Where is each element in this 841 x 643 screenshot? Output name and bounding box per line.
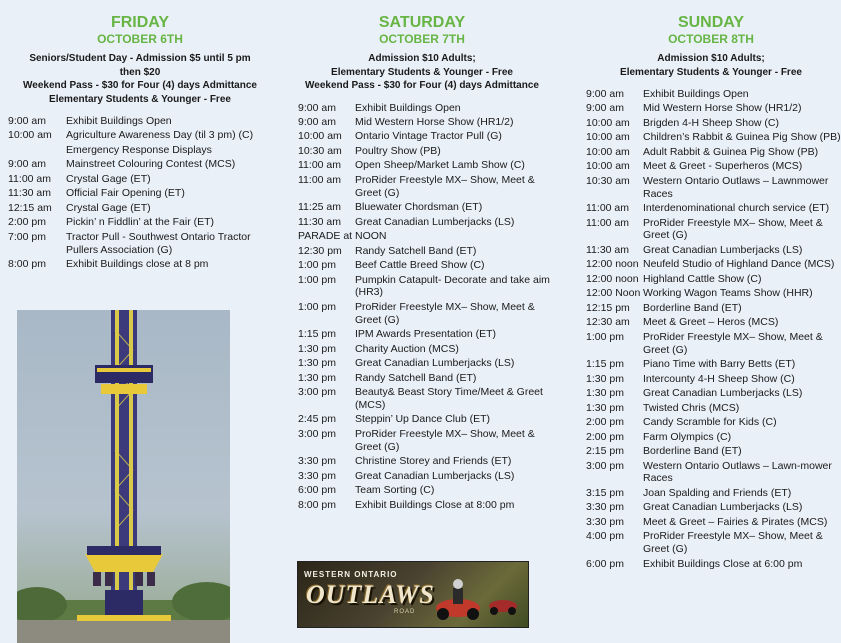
event-item [586, 501, 841, 514]
event-item [586, 416, 841, 429]
event-time: 9:00 am [8, 158, 46, 171]
event-description: Randy Satchell Band (ET) [355, 371, 477, 384]
event-description: Borderline Band (ET) [643, 301, 742, 314]
event-time: 1:00 pm [586, 330, 624, 343]
event-time: 10:00 am [586, 160, 630, 173]
event-description: Christine Storey and Friends (ET) [355, 455, 512, 468]
event-time: 1:15 pm [586, 358, 624, 371]
event-time: 3:30 pm [298, 455, 336, 468]
event-time: 11:00 am [586, 216, 629, 229]
banner-sub-text: ROAD [394, 609, 416, 615]
event-item [586, 160, 841, 173]
event-description: ProRider Freestyle MX– Show, Meet & Greet (G) [643, 330, 823, 356]
event-time: 7:00 pm [8, 230, 46, 243]
sunday-events [581, 88, 841, 570]
event-item [586, 331, 841, 357]
event-description: Twisted Chris (MCS) [643, 401, 740, 414]
western-ontario-outlaws-banner [297, 561, 529, 628]
event-description: Mid Western Horse Show (HR1/2) [355, 115, 514, 128]
event-time: 4:00 pm [586, 530, 624, 543]
event-time: 9:00 am [586, 88, 624, 100]
event-description: Children’s Rabbit & Guinea Pig Show (PB) [643, 131, 841, 144]
event-item [8, 258, 280, 271]
event-time: 1:30 pm [586, 372, 624, 385]
drop-tower-illustration [17, 310, 230, 643]
event-description: Great Canadian Lumberjacks (LS) [643, 243, 803, 256]
event-description: Team Sorting (C) [355, 484, 435, 497]
event-item [8, 158, 280, 171]
event-time: 3:15 pm [586, 486, 624, 499]
admission-line: Elementary Students & Younger - Free [620, 66, 802, 78]
event-time: 8:00 pm [298, 498, 336, 511]
event-time: 3:00 pm [586, 459, 624, 472]
event-description: Neufeld Studio of Highland Dance (MCS) [643, 258, 835, 271]
event-item [298, 274, 552, 300]
banner-logo-text: OUTLAWS [306, 580, 435, 609]
event-description: Steppin’ Up Dance Club (ET) [355, 413, 491, 426]
event-item [8, 129, 280, 142]
admission-line: Seniors/Student Day - Admission $5 until 5 pm [29, 53, 251, 64]
event-item [298, 470, 552, 483]
event-description: Bluewater Chordsman (ET) [355, 201, 483, 214]
event-time: 12:00 noon [586, 258, 639, 271]
event-item [298, 499, 552, 512]
event-item [8, 187, 280, 200]
event-time: 11:30 am [586, 243, 629, 256]
admission-line: Admission $10 Adults; [657, 53, 765, 64]
event-item [586, 530, 841, 556]
event-item [8, 202, 280, 215]
event-item [298, 413, 552, 426]
event-description: ProRider Freestyle MX– Show, Meet & Greet (G) [643, 216, 823, 242]
event-time: 11:30 am [8, 187, 51, 200]
event-time: PARADE at NOON [298, 230, 387, 243]
event-description: Joan Spalding and Friends (ET) [643, 486, 792, 499]
event-item [298, 259, 552, 272]
event-item [586, 117, 841, 130]
event-description: Official Fair Opening (ET) [66, 187, 185, 200]
event-description: Intercounty 4-H Sheep Show (C) [643, 372, 795, 385]
admission-line: Weekend Pass - $30 for Four (4) days Admittance [23, 80, 257, 91]
event-time: 1:30 pm [298, 342, 336, 355]
event-time: 11:00 am [8, 172, 51, 185]
event-time: 12:30 pm [298, 244, 342, 257]
saturday-date: OCTOBER 7TH [379, 32, 465, 46]
event-item [298, 116, 552, 129]
event-item [298, 301, 552, 327]
event-item [586, 460, 841, 486]
event-item [586, 244, 841, 257]
event-time: 12:15 am [8, 201, 52, 214]
event-time: 10:30 am [586, 174, 630, 187]
event-description: Exhibit Buildings close at 8 pm [66, 258, 209, 271]
event-time: 10:00 am [8, 129, 52, 142]
event-description: Meet & Greet – Fairies & Pirates (MCS) [643, 515, 828, 528]
event-item [8, 173, 280, 186]
event-time: 1:30 pm [298, 357, 336, 370]
event-description: Pickin’ n Fiddlin’ at the Fair (ET) [66, 216, 215, 229]
event-description: Mainstreet Colouring Contest (MCS) [66, 158, 236, 171]
event-item [8, 115, 280, 128]
event-time: 3:30 pm [298, 469, 336, 482]
event-description: Western Ontario Outlaws – Lawn-mower Races [643, 459, 832, 485]
event-time: 9:00 am [298, 101, 336, 114]
event-item [586, 88, 841, 101]
event-time: 11:25 am [298, 201, 341, 214]
event-description: Great Canadian Lumberjacks (LS) [643, 501, 803, 514]
event-description: Piano Time with Barry Betts (ET) [643, 358, 796, 371]
event-description: ProRider Freestyle MX– Show, Meet & Greet (G) [643, 530, 823, 556]
event-description: Exhibit Buildings Close at 6:00 pm [643, 557, 803, 570]
event-time: 3:30 pm [586, 515, 624, 528]
saturday-admission [292, 52, 552, 93]
event-item [298, 145, 552, 158]
event-item [586, 217, 841, 243]
event-description: Great Canadian Lumberjacks (LS) [355, 357, 515, 370]
event-description: Farm Olympics (C) [643, 430, 732, 443]
event-time: 8:00 pm [8, 258, 46, 271]
event-description: Mid Western Horse Show (HR1/2) [643, 102, 802, 115]
drop-tower-ride-photo [17, 310, 230, 643]
event-item [586, 102, 841, 115]
event-item [586, 131, 841, 144]
event-time: 10:30 am [298, 144, 342, 157]
event-time: 2:15 pm [586, 445, 624, 458]
event-time: 10:00 am [586, 145, 630, 158]
event-description: Great Canadian Lumberjacks (LS) [355, 215, 515, 228]
event-description: ProRider Freestyle MX– Show, Meet & Greet (G) [355, 427, 535, 453]
event-description: Candy Scramble for Kids (C) [643, 416, 777, 429]
event-description: Highland Cattle Show (C) [643, 272, 762, 285]
admission-line: Weekend Pass - $30 for Four (4) days Admittance [305, 80, 539, 91]
admission-line: Elementary Students & Younger - Free [49, 93, 231, 105]
event-item [586, 175, 841, 201]
event-item [586, 287, 841, 300]
event-time: 1:00 pm [298, 300, 336, 313]
event-description: Great Canadian Lumberjacks (LS) [355, 469, 515, 482]
event-description: Great Canadian Lumberjacks (LS) [643, 387, 803, 400]
event-item [586, 273, 841, 286]
event-item [586, 258, 841, 271]
event-description: ProRider Freestyle MX– Show, Meet & Greet (G) [355, 300, 535, 326]
event-time: 10:00 am [586, 116, 630, 129]
event-item [586, 358, 841, 371]
admission-line: then $20 [119, 66, 161, 78]
event-description: Poultry Show (PB) [355, 144, 441, 157]
event-item [298, 328, 552, 341]
event-item [298, 102, 552, 115]
event-item [298, 216, 552, 229]
event-time: 12:00 Noon [586, 287, 641, 300]
event-time: 1:30 pm [586, 401, 624, 414]
event-time: 12:30 am [586, 316, 630, 329]
sunday-column [581, 0, 841, 572]
event-description: Beauty& Beast Story Time/Meet & Greet (MCS) [355, 386, 543, 411]
event-description: Crystal Gage (ET) [66, 201, 151, 214]
event-description: Brigden 4-H Sheep Show (C) [643, 116, 779, 129]
event-item [586, 202, 841, 215]
event-time: 2:45 pm [298, 413, 336, 426]
event-description: Crystal Gage (ET) [66, 172, 151, 185]
saturday-events [292, 102, 552, 512]
event-item [298, 230, 552, 243]
event-item [298, 386, 552, 412]
event-item [586, 402, 841, 415]
event-time: 2:00 pm [586, 416, 624, 429]
event-time: 1:30 pm [298, 371, 336, 384]
event-description: Tractor Pull - Southwest Ontario Tractor Pullers Association (G) [66, 230, 251, 256]
event-item [298, 484, 552, 497]
event-item [586, 373, 841, 386]
event-time: 1:15 pm [298, 328, 336, 341]
event-item [298, 372, 552, 385]
event-item [8, 216, 280, 229]
event-time: 3:30 pm [586, 501, 624, 514]
friday-events [0, 115, 280, 271]
event-description: Agriculture Awareness Day (til 3 pm) (C) [66, 129, 254, 142]
event-item [298, 245, 552, 258]
event-item [298, 159, 552, 172]
event-time: 1:00 pm [298, 259, 336, 272]
event-time: 6:00 pm [298, 484, 336, 497]
event-item [586, 516, 841, 529]
event-time: 11:30 am [298, 215, 341, 228]
banner-top-text: WESTERN ONTARIO [304, 570, 398, 579]
event-description: Charity Auction (MCS) [355, 342, 459, 355]
event-item [298, 201, 552, 214]
event-description: Adult Rabbit & Guinea Pig Show (PB) [643, 145, 819, 158]
event-description: Exhibit Buildings Close at 8:00 pm [355, 498, 515, 511]
saturday-column [292, 0, 552, 513]
event-description: IPM Awards Presentation (ET) [355, 328, 497, 341]
event-item [8, 144, 280, 157]
event-item [298, 130, 552, 143]
event-time: 1:00 pm [298, 273, 336, 286]
lawnmower-racer-illustration [298, 562, 529, 628]
event-description: Exhibit Buildings Open [66, 115, 172, 127]
event-description: Pumpkin Catapult- Decorate and take aim (HR3) [355, 273, 550, 299]
sunday-admission [581, 52, 841, 79]
event-item [298, 343, 552, 356]
admission-line: Admission $10 Adults; [368, 53, 476, 64]
event-description: Ontario Vintage Tractor Pull (G) [355, 130, 502, 143]
event-time: 12:15 pm [586, 301, 630, 314]
event-time: 10:00 am [586, 131, 630, 144]
event-time: 2:00 pm [586, 430, 624, 443]
friday-column [0, 0, 280, 273]
event-description: Exhibit Buildings Open [355, 101, 461, 114]
event-time: 12:00 noon [586, 272, 639, 285]
event-time: 11:00 am [586, 202, 629, 215]
event-time: 6:00 pm [586, 557, 624, 570]
event-description: Western Ontario Outlaws – Lawnmower Races [643, 174, 829, 200]
sunday-title: SUNDAY [677, 14, 745, 31]
event-description: Working Wagon Teams Show (HHR) [643, 287, 813, 300]
event-item [586, 445, 841, 458]
event-item [298, 357, 552, 370]
event-description: Beef Cattle Breed Show (C) [355, 259, 485, 272]
event-item [298, 428, 552, 454]
event-description: Meet & Greet - Superheros (MCS) [643, 160, 803, 173]
event-item [586, 302, 841, 315]
event-item [586, 387, 841, 400]
event-time: 2:00 pm [8, 216, 46, 229]
friday-title: FRIDAY [110, 14, 170, 31]
event-description: Open Sheep/Market Lamb Show (C) [355, 159, 525, 172]
event-description: ProRider Freestyle MX– Show, Meet & Greet (G) [355, 173, 535, 199]
event-time: 11:00 am [298, 173, 341, 186]
event-time: 3:00 pm [298, 386, 336, 399]
event-item [586, 558, 841, 571]
event-description: Borderline Band (ET) [643, 445, 742, 458]
event-time: 1:30 pm [586, 387, 624, 400]
event-description: Exhibit Buildings Open [643, 88, 749, 100]
event-description: Meet & Greet – Heros (MCS) [643, 316, 779, 329]
event-item [586, 316, 841, 329]
event-item [298, 455, 552, 468]
event-item [298, 174, 552, 200]
friday-date: OCTOBER 6TH [97, 32, 183, 46]
event-item [586, 487, 841, 500]
sunday-date: OCTOBER 8TH [668, 32, 754, 46]
event-description: Interdenominational church service (ET) [643, 202, 830, 215]
admission-line: Elementary Students & Younger - Free [331, 66, 513, 78]
event-time: 9:00 am [586, 102, 624, 115]
friday-admission [0, 52, 280, 106]
event-time: 3:00 pm [298, 427, 336, 440]
event-time: 9:00 am [298, 115, 336, 128]
event-item [8, 231, 280, 257]
saturday-title: SATURDAY [378, 14, 466, 31]
event-time: 11:00 am [298, 159, 341, 172]
event-time: 9:00 am [8, 115, 46, 127]
event-description: Emergency Response Displays [66, 143, 212, 156]
event-item [586, 431, 841, 444]
event-time [8, 144, 66, 157]
event-item [586, 146, 841, 159]
event-time: 10:00 am [298, 130, 342, 143]
event-description: Randy Satchell Band (ET) [355, 244, 477, 257]
